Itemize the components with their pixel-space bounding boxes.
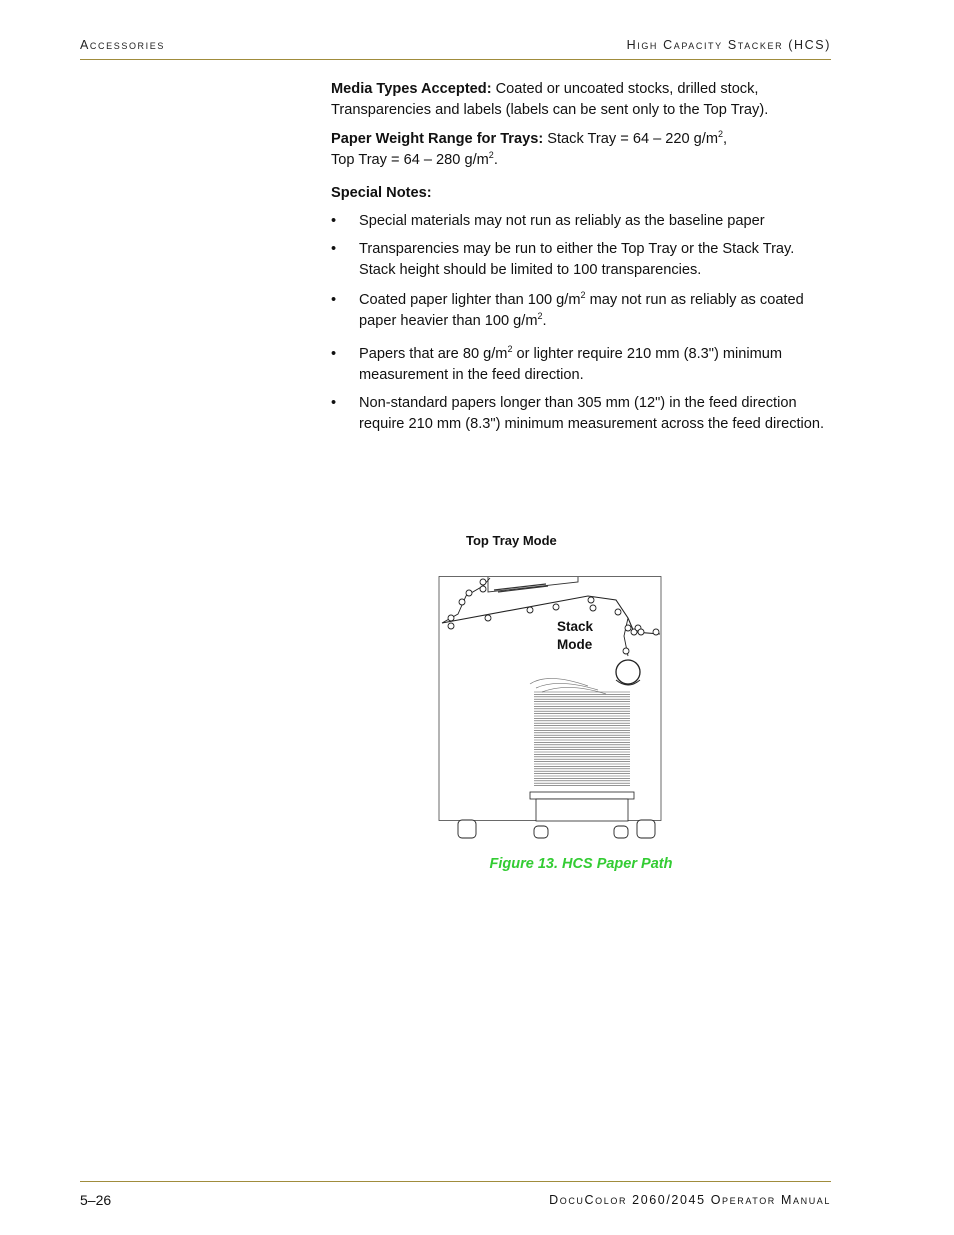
page-number: 5–26 bbox=[80, 1192, 112, 1208]
hcs-diagram bbox=[438, 576, 662, 844]
punctuation: . bbox=[493, 151, 498, 168]
figure-caption: Figure 13. HCS Paper Path bbox=[489, 856, 673, 872]
page-footer bbox=[80, 1181, 831, 1212]
casters bbox=[458, 820, 655, 838]
roller bbox=[623, 648, 629, 654]
list-item bbox=[331, 211, 829, 232]
top-tray-weight: Top Tray = 64 – 280 g/m bbox=[331, 151, 489, 168]
roller bbox=[448, 623, 454, 629]
list-item-text: Coated paper lighter than 100 g/m bbox=[359, 292, 581, 308]
punctuation: , bbox=[723, 131, 728, 147]
roller bbox=[459, 599, 465, 605]
page-header bbox=[80, 38, 831, 60]
roller bbox=[480, 586, 486, 592]
media-types-label: Media Types Accepted: bbox=[331, 81, 492, 97]
roller bbox=[527, 607, 533, 613]
list-item-text: may not run as reliably as coated paper heavier than 100 g/m bbox=[359, 292, 804, 329]
superscript: 2 bbox=[580, 290, 586, 301]
roller bbox=[590, 605, 596, 611]
media-types-paragraph bbox=[331, 79, 836, 120]
superscript: 2 bbox=[718, 129, 724, 140]
stack-mode-label-line: Stack bbox=[557, 619, 594, 634]
paper-weight-paragraph bbox=[331, 129, 836, 170]
superscript: 2 bbox=[488, 149, 494, 160]
manual-title: DocuColor 2060/2045 Operator Manual bbox=[549, 1193, 831, 1207]
caster-wheel bbox=[637, 820, 655, 838]
caster-wheel bbox=[458, 820, 476, 838]
caster-wheel bbox=[614, 826, 628, 838]
list-item bbox=[331, 239, 829, 280]
bullet-icon: • bbox=[331, 241, 337, 257]
top-tray bbox=[488, 577, 578, 592]
paper-stack bbox=[534, 692, 630, 786]
stack-mode-label bbox=[557, 618, 593, 654]
chapter-title: High Capacity Stacker (HCS) bbox=[626, 38, 831, 52]
roller bbox=[653, 629, 659, 635]
roller bbox=[588, 597, 594, 603]
elevator-plate bbox=[530, 792, 634, 799]
hcs-paper-path-figure bbox=[438, 576, 662, 844]
bullet-icon: • bbox=[331, 292, 337, 308]
superscript: 2 bbox=[507, 344, 513, 355]
roller bbox=[466, 590, 472, 596]
roller bbox=[615, 609, 621, 615]
roller bbox=[553, 604, 559, 610]
section-title: Accessories bbox=[80, 38, 165, 52]
list-item-text: Papers that are 80 g/m bbox=[359, 346, 508, 362]
stack-mode-label-line: Mode bbox=[557, 637, 593, 652]
roller bbox=[625, 625, 631, 631]
list-item bbox=[331, 290, 829, 331]
roller bbox=[638, 629, 644, 635]
roller bbox=[485, 615, 491, 621]
caster-wheel bbox=[534, 826, 548, 838]
special-notes-heading: Special Notes: bbox=[331, 185, 432, 201]
paper-weight-label: Paper Weight Range for Trays: bbox=[331, 131, 544, 147]
list-item bbox=[331, 393, 829, 434]
list-item bbox=[331, 344, 829, 385]
elevator-base bbox=[536, 799, 628, 821]
superscript: 2 bbox=[537, 310, 543, 321]
stack-tray-weight: Stack Tray = 64 – 220 g/m bbox=[543, 131, 719, 147]
bullet-icon: • bbox=[331, 395, 337, 411]
media-types-text: Coated or uncoated stocks, drilled stock, Transparencies and labels (labels can be sent only to the Top Tray). bbox=[331, 81, 769, 118]
list-item-text: or lighter require 210 mm (8.3") minimum measurement in the feed direction. bbox=[359, 346, 783, 383]
rollers bbox=[448, 579, 659, 667]
bullet-icon: • bbox=[331, 346, 337, 362]
list-item-text: Transparencies may be run to either the Top Tray or the Stack Tray. Stack height should be limited to 100 transparencies. bbox=[359, 241, 795, 278]
roller bbox=[480, 579, 486, 585]
list-item-text: Non-standard papers longer than 305 mm (12") in the feed direction require 210 mm (8.3") minimum measurement across the feed direction. bbox=[359, 395, 825, 432]
cabinet-outline bbox=[439, 577, 661, 821]
list-item-text: Special materials may not run as reliably as the baseline paper bbox=[359, 213, 765, 229]
stack-roller bbox=[616, 660, 640, 684]
bullet-icon: • bbox=[331, 213, 337, 229]
top-tray-mode-label: Top Tray Mode bbox=[466, 533, 557, 548]
curved-sheets bbox=[530, 678, 606, 694]
roller bbox=[448, 615, 454, 621]
punctuation: . bbox=[542, 312, 547, 329]
